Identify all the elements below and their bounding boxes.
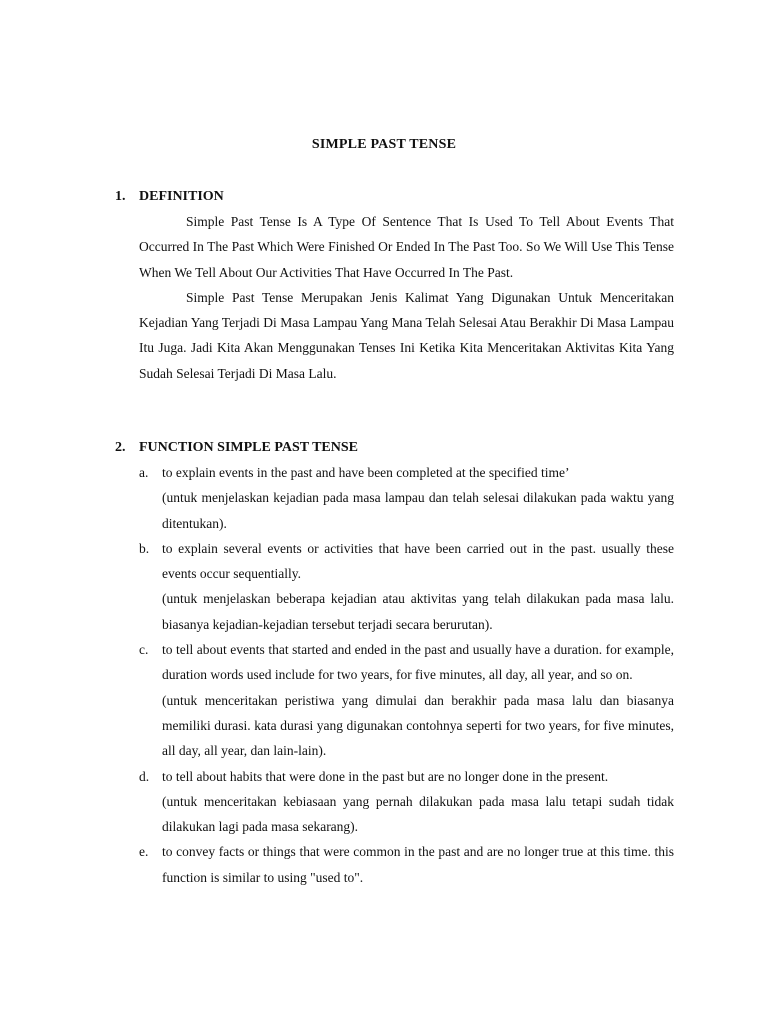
section-title: DEFINITION [139,189,224,204]
page-title: SIMPLE PAST TENSE [311,137,457,152]
definition-paragraph-indonesian: Simple Past Tense Merupakan Jenis Kalimat Yang Digunakan Untuk Menceritakan Kejadian Yang Terjadi Di Masa Lampau Yang Mana Telah Selesai Atau Berakhir Di Masa Lampau Itu Juga. Jadi Kita Akan Menggunakan Tenses Ini Ketika Kita Menceritakan Aktivitas Kita Yang Sudah Selesai Terjadi Di Masa Lalu. [139,289,674,381]
function-list [0,460,768,890]
section-function [0,435,768,890]
list-item-indonesian: (untuk menjelaskan beberapa kejadian atau aktivitas yang telah dilakukan pada masa lalu. biasanya kejadian-kejadian tersebut terjadi secara berurutan). [162,591,674,632]
section-heading [0,184,768,209]
list-item [139,839,674,890]
list-item-letter: a. [139,465,149,480]
list-item [139,764,674,840]
definition-paragraph-english: Simple Past Tense Is A Type Of Sentence That Is Used To Tell About Events That Occurred In The Past Which Were Finished Or Ended In The Past Too. So We Will Use This Tense When We Tell About Our Activities That Have Occurred In The Past. [139,214,674,280]
section-number: 1. [115,189,126,204]
list-item-letter: b. [139,540,150,556]
list-item-english: to convey facts or things that were common in the past and are no longer true at this time. this function is similar to using "used to". [162,844,674,885]
section-definition [0,184,768,386]
list-item-letter: d. [139,768,150,784]
list-item-indonesian: (untuk menceritakan peristiwa yang dimulai dan berakhir pada masa lalu dan biasanya memiliki durasi. kata durasi yang digunakan contohnya seperti for two years, for five minutes, all day, all year, dan lain-lain). [162,692,674,759]
list-item-english: to tell about habits that were done in the past but are no longer done in the present. [162,768,609,784]
list-item-indonesian: (untuk menjelaskan kejadian pada masa lampau dan telah selesai dilakukan pada waktu yang ditentukan). [162,490,674,531]
list-item-english: to explain several events or activities that have been carried out in the past. usually these events occur sequentially. [162,540,674,582]
list-item-letter: e. [139,844,149,860]
list-item [139,536,674,637]
list-item [139,460,674,536]
list-item-letter: c. [139,642,149,658]
section-heading [0,435,768,460]
section-title: FUNCTION SIMPLE PAST TENSE [139,440,358,455]
list-item [139,637,674,763]
list-item-indonesian: (untuk menceritakan kebiasaan yang pernah dilakukan pada masa lalu tetapi sudah tidak dilakukan lagi pada masa sekarang). [162,793,674,835]
section-number: 2. [115,440,126,455]
list-item-english: to explain events in the past and have been completed at the specified time’ [162,465,570,480]
list-item-english: to tell about events that started and ended in the past and usually have a duration. for example, duration words used include for two years, for five minutes, all day, all year, and so on. [162,642,674,683]
